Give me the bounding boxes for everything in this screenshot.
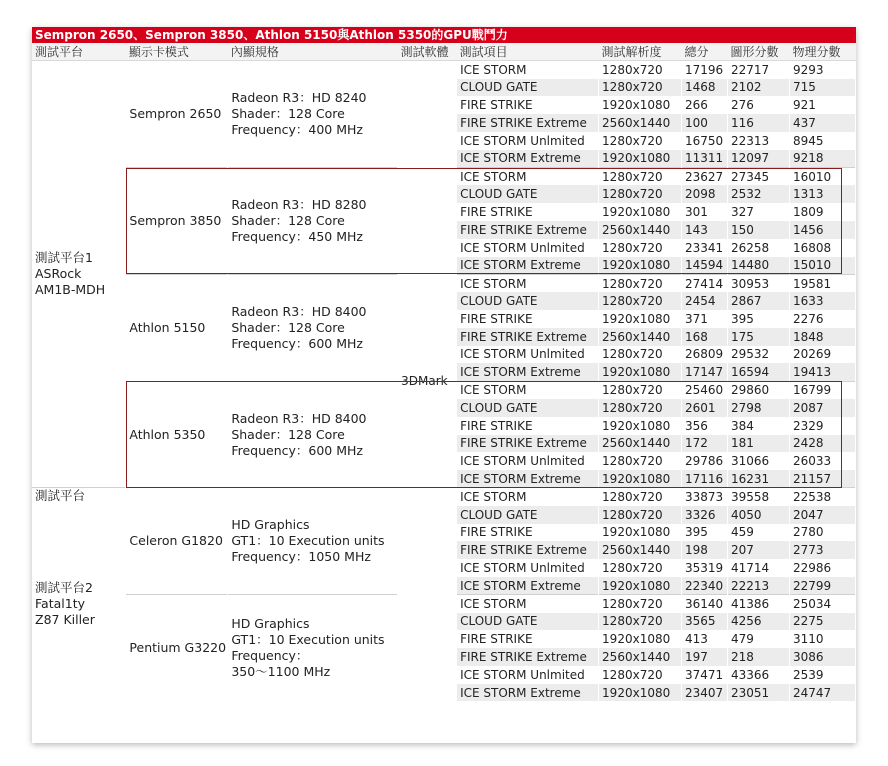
gpu-spec [228, 61, 398, 168]
graphics-score: 2102 [728, 79, 790, 97]
gpu-model: Sempron 2650 [126, 61, 228, 168]
table-title: Sempron 2650、Sempron 3850、Athlon 5150與Athlon 5350的GPU戰鬥力 [32, 27, 856, 43]
gpu-spec [228, 274, 398, 381]
test-item: CLOUD GATE [457, 399, 599, 417]
test-resolution: 1280x720 [599, 185, 682, 203]
gpu-model: Athlon 5150 [126, 274, 228, 381]
platform-cell [32, 61, 126, 488]
graphics-score: 26258 [728, 239, 790, 257]
test-resolution: 1920x1080 [599, 524, 682, 542]
test-resolution: 1280x720 [599, 274, 682, 292]
total-score: 33873 [682, 488, 728, 506]
total-score: 2098 [682, 185, 728, 203]
physics-score: 15010 [789, 257, 855, 275]
physics-score: 22799 [789, 577, 855, 595]
total-score: 371 [682, 310, 728, 328]
test-item: ICE STORM Unlmited [457, 559, 599, 577]
total-score: 100 [682, 114, 728, 132]
gpu-spec [228, 381, 398, 488]
gpu-spec-line: Shader：128 Core [231, 212, 345, 228]
gpu-spec-line: Frequency：1050 MHz [231, 549, 371, 565]
benchmark-table [32, 43, 856, 701]
column-header: 物理分數 [789, 43, 855, 61]
total-score: 35319 [682, 559, 728, 577]
test-item: ICE STORM Extreme [457, 577, 599, 595]
physics-score: 19413 [789, 363, 855, 381]
test-resolution: 1280x720 [599, 666, 682, 684]
physics-score: 2329 [789, 417, 855, 435]
platform-label-line: ASRock [35, 266, 82, 282]
physics-score: 2275 [789, 613, 855, 631]
test-item: ICE STORM Unlmited [457, 132, 599, 150]
graphics-score: 218 [728, 648, 790, 666]
test-item: FIRE STRIKE [457, 96, 599, 114]
gpu-spec [228, 488, 398, 595]
graphics-score: 16594 [728, 363, 790, 381]
total-score: 16750 [682, 132, 728, 150]
test-item: FIRE STRIKE [457, 310, 599, 328]
total-score: 37471 [682, 666, 728, 684]
total-score: 23407 [682, 684, 728, 702]
total-score: 1468 [682, 79, 728, 97]
column-header: 圖形分數 [728, 43, 790, 61]
graphics-score: 41386 [728, 595, 790, 613]
column-header: 測試軟體 [398, 43, 457, 61]
physics-score: 921 [789, 96, 855, 114]
platform-label-line: Z87 Killer [35, 611, 95, 627]
test-resolution: 1920x1080 [599, 96, 682, 114]
test-item: CLOUD GATE [457, 506, 599, 524]
test-item: ICE STORM Extreme [457, 150, 599, 168]
total-score: 3565 [682, 613, 728, 631]
test-resolution: 1280x720 [599, 506, 682, 524]
test-item: FIRE STRIKE [457, 417, 599, 435]
total-score: 23341 [682, 239, 728, 257]
test-resolution: 1280x720 [599, 399, 682, 417]
gpu-spec-line: Shader：128 Core [231, 426, 345, 442]
physics-score: 21157 [789, 470, 855, 488]
test-resolution: 1920x1080 [599, 257, 682, 275]
physics-score: 9293 [789, 61, 855, 79]
gpu-model: Celeron G1820 [126, 488, 228, 595]
test-resolution: 1280x720 [599, 595, 682, 613]
physics-score: 1313 [789, 185, 855, 203]
test-item: ICE STORM Extreme [457, 684, 599, 702]
physics-score: 25034 [789, 595, 855, 613]
benchmark-figure [32, 27, 856, 743]
physics-score: 2047 [789, 506, 855, 524]
total-score: 17196 [682, 61, 728, 79]
test-item: CLOUD GATE [457, 613, 599, 631]
graphics-score: 4256 [728, 613, 790, 631]
graphics-score: 14480 [728, 257, 790, 275]
test-resolution: 1280x720 [599, 239, 682, 257]
physics-score: 24747 [789, 684, 855, 702]
test-resolution: 1920x1080 [599, 150, 682, 168]
physics-score: 1809 [789, 203, 855, 221]
total-score: 25460 [682, 381, 728, 399]
physics-score: 22538 [789, 488, 855, 506]
test-item: FIRE STRIKE [457, 203, 599, 221]
test-resolution: 1280x720 [599, 132, 682, 150]
gpu-spec-line: GT1：10 Execution units [231, 632, 385, 648]
test-resolution: 1280x720 [599, 381, 682, 399]
graphics-score: 327 [728, 203, 790, 221]
physics-score: 715 [789, 79, 855, 97]
graphics-score: 2532 [728, 185, 790, 203]
gpu-spec-line: Radeon R3：HD 8280 [231, 196, 367, 212]
physics-score: 16010 [789, 168, 855, 186]
test-item: ICE STORM Extreme [457, 363, 599, 381]
graphics-score: 150 [728, 221, 790, 239]
total-score: 266 [682, 96, 728, 114]
total-score: 17147 [682, 363, 728, 381]
physics-score: 3086 [789, 648, 855, 666]
test-resolution: 2560x1440 [599, 541, 682, 559]
test-resolution: 1280x720 [599, 61, 682, 79]
graphics-score: 175 [728, 328, 790, 346]
gpu-spec-line: Radeon R3：HD 8400 [231, 303, 367, 319]
test-software: 3DMark [398, 61, 457, 702]
physics-score: 9218 [789, 150, 855, 168]
test-resolution: 1920x1080 [599, 310, 682, 328]
physics-score: 2539 [789, 666, 855, 684]
total-score: 301 [682, 203, 728, 221]
test-item: FIRE STRIKE Extreme [457, 114, 599, 132]
test-resolution: 1280x720 [599, 79, 682, 97]
gpu-spec-line: Radeon R3：HD 8240 [231, 90, 367, 106]
test-resolution: 2560x1440 [599, 114, 682, 132]
gpu-spec-line: Frequency：600 MHz [231, 442, 363, 458]
graphics-score: 276 [728, 96, 790, 114]
graphics-score: 39558 [728, 488, 790, 506]
column-header: 測試解析度 [599, 43, 682, 61]
test-item: CLOUD GATE [457, 292, 599, 310]
platform-label-line: 測試平台2 [35, 579, 93, 595]
gpu-spec-line: Frequency：450 MHz [231, 228, 363, 244]
test-item: FIRE STRIKE [457, 524, 599, 542]
gpu-model: Pentium G3220 [126, 595, 228, 702]
test-resolution: 1280x720 [599, 488, 682, 506]
total-score: 197 [682, 648, 728, 666]
physics-score: 8945 [789, 132, 855, 150]
gpu-model: Athlon 5350 [126, 381, 228, 488]
physics-score: 16799 [789, 381, 855, 399]
graphics-score: 23051 [728, 684, 790, 702]
graphics-score: 2867 [728, 292, 790, 310]
column-header: 內顯規格 [228, 43, 398, 61]
total-score: 22340 [682, 577, 728, 595]
test-item: FIRE STRIKE [457, 630, 599, 648]
graphics-score: 12097 [728, 150, 790, 168]
graphics-score: 116 [728, 114, 790, 132]
test-item: FIRE STRIKE Extreme [457, 541, 599, 559]
physics-score: 2087 [789, 399, 855, 417]
graphics-score: 30953 [728, 274, 790, 292]
gpu-spec-line: Frequency：600 MHz [231, 335, 363, 351]
test-item: FIRE STRIKE Extreme [457, 221, 599, 239]
test-item: ICE STORM [457, 274, 599, 292]
physics-score: 1456 [789, 221, 855, 239]
physics-score: 3110 [789, 630, 855, 648]
test-resolution: 1920x1080 [599, 203, 682, 221]
test-resolution: 1280x720 [599, 346, 682, 364]
gpu-model: Sempron 3850 [126, 168, 228, 275]
test-item: FIRE STRIKE Extreme [457, 328, 599, 346]
graphics-score: 27345 [728, 168, 790, 186]
test-resolution: 1920x1080 [599, 684, 682, 702]
test-resolution: 1280x720 [599, 452, 682, 470]
total-score: 143 [682, 221, 728, 239]
test-item: ICE STORM Extreme [457, 470, 599, 488]
graphics-score: 41714 [728, 559, 790, 577]
graphics-score: 22313 [728, 132, 790, 150]
total-score: 14594 [682, 257, 728, 275]
test-item: CLOUD GATE [457, 185, 599, 203]
graphics-score: 384 [728, 417, 790, 435]
total-score: 17116 [682, 470, 728, 488]
total-score: 36140 [682, 595, 728, 613]
column-header: 顯示卡模式 [126, 43, 228, 61]
gpu-spec [228, 595, 398, 702]
physics-score: 2276 [789, 310, 855, 328]
total-score: 172 [682, 435, 728, 453]
graphics-score: 207 [728, 541, 790, 559]
test-resolution: 1280x720 [599, 613, 682, 631]
gpu-spec-line: HD Graphics [231, 517, 310, 533]
physics-score: 20269 [789, 346, 855, 364]
column-header: 測試項目 [457, 43, 599, 61]
test-item: ICE STORM Unlmited [457, 239, 599, 257]
test-item: ICE STORM Unlmited [457, 666, 599, 684]
total-score: 413 [682, 630, 728, 648]
graphics-score: 479 [728, 630, 790, 648]
header-row [32, 43, 856, 61]
test-resolution: 1280x720 [599, 292, 682, 310]
total-score: 395 [682, 524, 728, 542]
platform-label-line: 測試平台1 [35, 250, 93, 266]
test-item: ICE STORM Unlmited [457, 346, 599, 364]
physics-score: 2428 [789, 435, 855, 453]
total-score: 27414 [682, 274, 728, 292]
physics-score: 437 [789, 114, 855, 132]
test-resolution: 1920x1080 [599, 577, 682, 595]
graphics-score: 4050 [728, 506, 790, 524]
total-score: 3326 [682, 506, 728, 524]
graphics-score: 395 [728, 310, 790, 328]
total-score: 2601 [682, 399, 728, 417]
test-item: ICE STORM Extreme [457, 257, 599, 275]
physics-score: 16808 [789, 239, 855, 257]
total-score: 11311 [682, 150, 728, 168]
test-resolution: 1920x1080 [599, 363, 682, 381]
graphics-score: 29860 [728, 381, 790, 399]
test-resolution: 1280x720 [599, 168, 682, 186]
graphics-score: 181 [728, 435, 790, 453]
physics-score: 22986 [789, 559, 855, 577]
total-score: 26809 [682, 346, 728, 364]
graphics-score: 2798 [728, 399, 790, 417]
test-item: ICE STORM [457, 595, 599, 613]
test-resolution: 2560x1440 [599, 648, 682, 666]
gpu-spec-line: Frequency： [231, 648, 309, 664]
total-score: 23627 [682, 168, 728, 186]
platform-cell [32, 506, 126, 702]
gpu-spec-line: Frequency：400 MHz [231, 122, 363, 138]
total-score: 2454 [682, 292, 728, 310]
physics-score: 2780 [789, 524, 855, 542]
total-score: 198 [682, 541, 728, 559]
total-score: 168 [682, 328, 728, 346]
graphics-score: 22213 [728, 577, 790, 595]
graphics-score: 16231 [728, 470, 790, 488]
test-resolution: 2560x1440 [599, 221, 682, 239]
column-header: 測試平台 [32, 43, 126, 61]
gpu-spec-line: Shader：128 Core [231, 319, 345, 335]
platform-top-label: 測試平台 [32, 488, 126, 506]
physics-score: 2773 [789, 541, 855, 559]
table-row [32, 61, 856, 79]
graphics-score: 22717 [728, 61, 790, 79]
gpu-spec-line: Radeon R3：HD 8400 [231, 410, 367, 426]
gpu-spec-line: GT1：10 Execution units [231, 533, 385, 549]
test-item: ICE STORM [457, 488, 599, 506]
physics-score: 26033 [789, 452, 855, 470]
test-resolution: 2560x1440 [599, 328, 682, 346]
column-header: 總分 [682, 43, 728, 61]
total-score: 356 [682, 417, 728, 435]
total-score: 29786 [682, 452, 728, 470]
test-resolution: 1280x720 [599, 559, 682, 577]
gpu-spec-line: HD Graphics [231, 616, 310, 632]
test-resolution: 1920x1080 [599, 470, 682, 488]
test-item: ICE STORM Unlmited [457, 452, 599, 470]
test-item: FIRE STRIKE Extreme [457, 435, 599, 453]
test-resolution: 1920x1080 [599, 417, 682, 435]
physics-score: 1848 [789, 328, 855, 346]
test-resolution: 2560x1440 [599, 435, 682, 453]
test-item: ICE STORM [457, 61, 599, 79]
gpu-spec-line: 350～1100 MHz [231, 664, 331, 680]
graphics-score: 31066 [728, 452, 790, 470]
graphics-score: 459 [728, 524, 790, 542]
gpu-spec [228, 168, 398, 275]
test-item: ICE STORM [457, 381, 599, 399]
physics-score: 1633 [789, 292, 855, 310]
graphics-score: 29532 [728, 346, 790, 364]
platform-label-line: AM1B-MDH [35, 282, 106, 298]
test-item: CLOUD GATE [457, 79, 599, 97]
test-item: ICE STORM [457, 168, 599, 186]
physics-score: 19581 [789, 274, 855, 292]
graphics-score: 43366 [728, 666, 790, 684]
test-resolution: 1920x1080 [599, 630, 682, 648]
gpu-spec-line: Shader：128 Core [231, 106, 345, 122]
test-item: FIRE STRIKE Extreme [457, 648, 599, 666]
platform-label-line: Fatal1ty [35, 595, 85, 611]
